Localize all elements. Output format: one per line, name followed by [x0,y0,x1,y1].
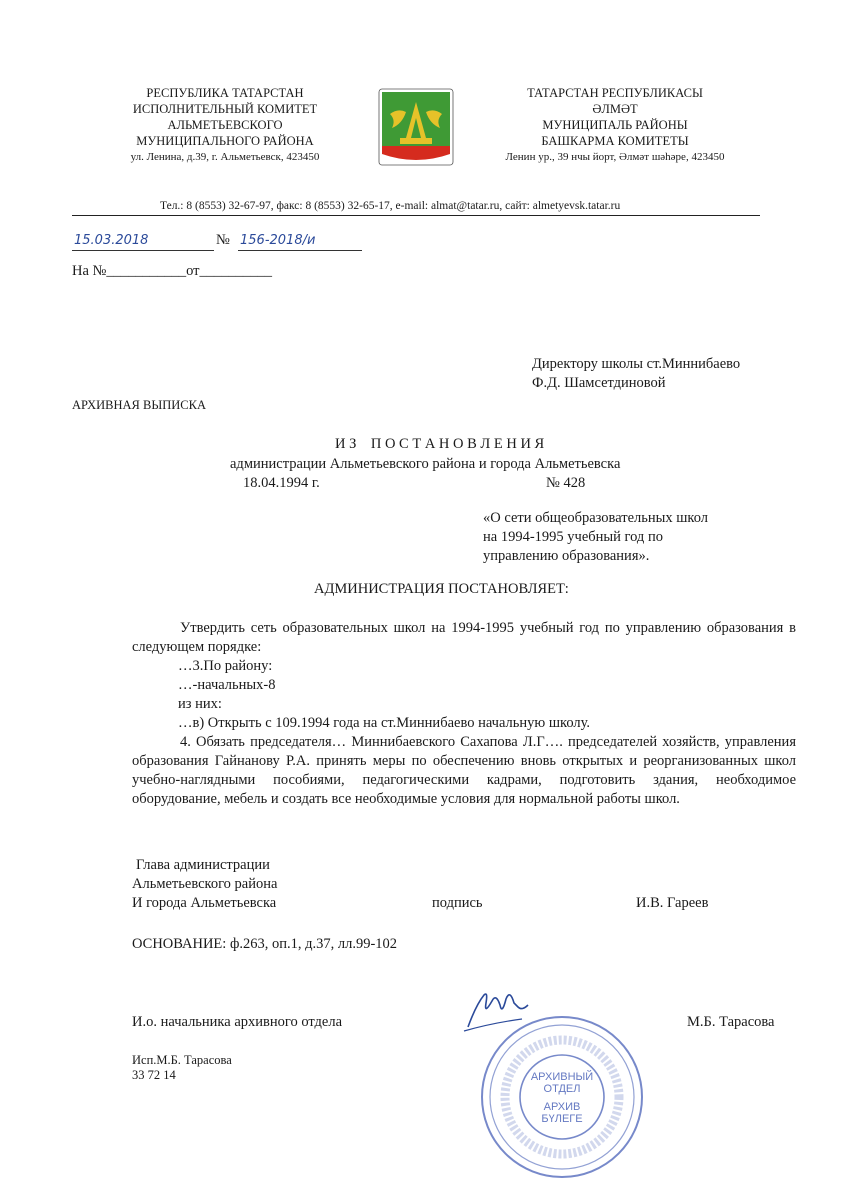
header-right-line2: ӘЛМӘТ [592,102,638,116]
stamp-line4: БҮЛЕГЕ [541,1113,583,1125]
header-left-line2: ИСПОЛНИТЕЛЬНЫЙ КОМИТЕТ [132,102,318,116]
stamp-center-text [478,1071,646,1125]
header-left-line4: МУНИЦИПАЛЬНОГО РАЙОНА [136,134,314,148]
header-left-line1: РЕСПУБЛИКА ТАТАРСТАН [146,86,304,100]
header-right-address: Ленин ур., 39 нчы йорт, Әлмәт шәһәре, 423450 [505,151,725,163]
executor-line1: Исп.М.Б. Тарасова [132,1053,232,1067]
header-right-line1: ТАТАРСТАН РЕСПУБЛИКАСЫ [527,86,703,100]
signature-line2: Альметьевского района [132,876,278,892]
extract-subject [483,509,708,566]
executor [132,1053,232,1083]
registration-number-underline [238,250,362,251]
signature-name: И.В. Гареев [636,895,709,911]
header-right-line3: МУНИЦИПАЛЬ РАЙОНЫ [542,118,688,132]
extract-title: И З П О С Т А Н О В Л Е Н И Я [335,436,545,452]
header-divider [72,215,760,216]
header-right-line4: БАШКАРМА КОМИТЕТЫ [541,134,689,148]
archive-head-name: М.Б. Тарасова [687,1014,775,1030]
addressee-line2: Ф.Д. Шамсетдиновой [532,375,666,391]
header-left [100,85,350,165]
reference-row [72,262,272,281]
registration-number-label: № [216,232,230,248]
header-right [480,85,750,165]
document-type: АРХИВНАЯ ВЫПИСКА [72,398,206,412]
extract-date: 18.04.1994 г. [243,475,320,491]
body-line-4: …в) Открыть с 109.1994 года на ст.Миннибаево начальную школу. [178,715,591,731]
reference-blank: ___________ [106,263,187,279]
signature-line3: И города Альметьевска [132,895,277,911]
registration-date-underline [72,250,214,251]
decree-body [132,619,796,809]
body-line-3: из них: [178,696,222,712]
executor-line2: 33 72 14 [132,1068,176,1082]
header-left-address: ул. Ленина, д.39, г. Альметьевск, 423450 [130,151,320,163]
signature-sign-word: подпись [432,895,483,911]
reference-from-blank: __________ [199,263,273,279]
extract-number: № 428 [546,475,586,491]
header-left-line3: АЛЬМЕТЬЕВСКОГО [167,118,283,132]
reference-label: На № [72,263,107,279]
decree-heading: АДМИНИСТРАЦИЯ ПОСТАНОВЛЯЕТ: [314,581,569,597]
reference-from-label: от [186,263,200,279]
registration-number: 156-2018/и [240,233,316,248]
addressee [532,355,740,393]
subject-line2: на 1994-1995 учебный год по [483,529,663,545]
subject-line3: управлению образования». [483,548,650,564]
archive-stamp [478,1013,646,1181]
stamp-line1: АРХИВНЫЙ [530,1071,594,1083]
stamp-line2: ОТДЕЛ [543,1083,581,1095]
basis-line: ОСНОВАНИЕ: ф.263, оп.1, д.37, лл.99-102 [132,936,398,952]
stamp-line3: АРХИВ [543,1101,581,1113]
body-paragraph-1: Утвердить сеть образовательных школ на 1994-1995 учебный год по управлению образования в следующем порядке: [132,620,796,655]
body-line-2: …-начальных-8 [178,677,276,693]
emblem-gold-base [400,138,432,144]
coat-of-arms-emblem [378,88,454,166]
signature-line1: Глава администрации [136,857,270,873]
body-paragraph-2: 4. Обязать председателя… Миннибаевского Сахапова Л.Г…. председателей хозяйств, управления образования Гайнанову Р.А. принять меры по обеспечению вновь открытых и реорганизованных школ учебно-наглядными пособиями, педагогическими кадрами, подготовить здания, необходимое оборудование, мебель и создать все необходимые условия для нормальной работы школ. [132,734,796,807]
registration-row [72,233,372,253]
emblem-green-field [382,92,450,146]
body-line-1: …3.По району: [178,658,273,674]
subject-line1: «О сети общеобразовательных школ [483,510,709,526]
signature-block [132,856,277,913]
header-contacts: Тел.: 8 (8553) 32-67-97, факс: 8 (8553) 32-65-17, e-mail: almat@tatar.ru, сайт: almetyevsk.tatar.ru [160,200,621,212]
extract-issuer: администрации Альметьевского района и города Альметьевска [230,456,621,472]
addressee-line1: Директору школы ст.Миннибаево [532,356,741,372]
archive-head-title: И.о. начальника архивного отдела [132,1014,343,1030]
registration-date: 15.03.2018 [74,233,149,248]
